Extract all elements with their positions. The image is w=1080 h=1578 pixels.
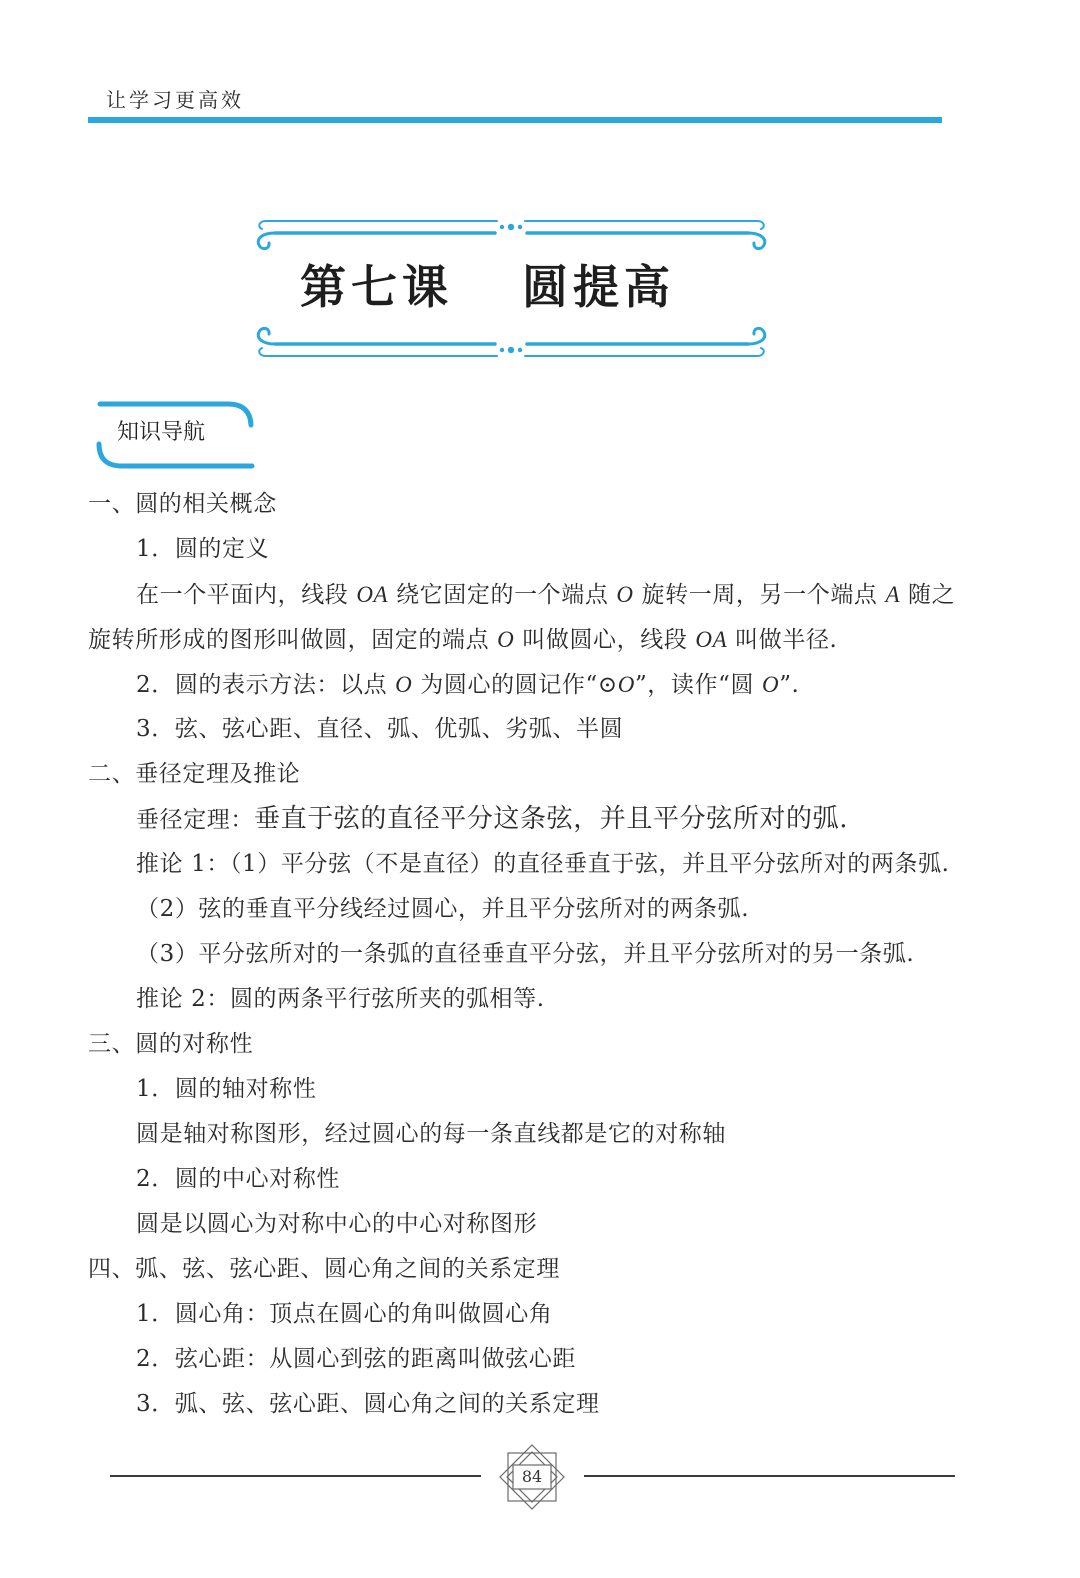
text-run: 旋转所形成的图形叫做圆，固定的端点 bbox=[88, 627, 498, 653]
lesson-number: 第七课 bbox=[300, 260, 453, 314]
ornament-left-curl bbox=[258, 233, 275, 249]
header-slogan: 让学习更高效 bbox=[106, 88, 244, 112]
text-run: 绕它固定的一个端点 bbox=[388, 582, 617, 608]
theorem-label: 垂径定理： bbox=[136, 807, 254, 833]
text-run: 2．圆的表示方法：以点 bbox=[136, 672, 396, 698]
ornament-left-hook bbox=[259, 221, 266, 229]
title-ornament-top bbox=[258, 221, 765, 249]
item-title: 3．弦、弦心距、直径、弧、优弧、劣弧、半圆 bbox=[136, 716, 624, 742]
variable: OA bbox=[356, 582, 389, 607]
ornament-dot bbox=[508, 224, 514, 230]
item-text: 圆是以圆心为对称中心的中心对称图形 bbox=[136, 1211, 538, 1237]
title-ornament-bottom bbox=[258, 328, 765, 356]
text-run: 在一个平面内，线段 bbox=[136, 582, 357, 608]
corollary-line: （3）平分弦所对的一条弧的直径垂直平分弦，并且平分弦所对的另一条弧. bbox=[136, 941, 915, 967]
corollary-line: 推论 2：圆的两条平行弦所夹的弧相等. bbox=[136, 986, 545, 1012]
corollary-line: 推论 1：（1）平分弦（不是直径）的直径垂直于弦，并且平分弦所对的两条弧. bbox=[136, 851, 950, 877]
text-run: 随之 bbox=[900, 582, 956, 608]
part-heading: 三、圆的对称性 bbox=[88, 1031, 254, 1057]
corollary-line: （2）弦的垂直平分线经过圆心，并且平分弦所对的两条弧. bbox=[136, 896, 750, 922]
section-tag-bracket-bottom bbox=[99, 444, 252, 466]
item-title: 3．弧、弦、弦心距、圆心角之间的关系定理 bbox=[136, 1391, 600, 1417]
part-heading: 二、垂径定理及推论 bbox=[88, 761, 301, 787]
part-heading: 一、圆的相关概念 bbox=[88, 491, 277, 517]
theorem-line bbox=[0, 797, 1080, 842]
ornament-dot bbox=[518, 225, 522, 229]
variable: O bbox=[761, 672, 780, 697]
page-number: 84 bbox=[521, 1467, 543, 1486]
text-run: 旋转一周，另一个端点 bbox=[633, 582, 886, 608]
variable: O bbox=[617, 672, 635, 697]
text-run: ”，读作“圆 bbox=[634, 672, 762, 698]
item-title: 1．圆心角：顶点在圆心的角叫做圆心角 bbox=[136, 1301, 553, 1327]
header-rule bbox=[88, 117, 942, 123]
definition-line bbox=[0, 617, 1080, 662]
ornament-right-curl bbox=[748, 233, 765, 249]
knowledge-content bbox=[0, 482, 1080, 1427]
ornament-right-hook bbox=[757, 221, 764, 229]
notation-line bbox=[0, 662, 1080, 707]
part-heading: 四、弧、弦、弦心距、圆心角之间的关系定理 bbox=[88, 1256, 560, 1282]
item-title: 1．圆的轴对称性 bbox=[136, 1076, 317, 1102]
text-run: 为圆心的圆记作“⊙ bbox=[412, 672, 618, 698]
variable: O bbox=[616, 582, 634, 607]
variable: OA bbox=[695, 627, 728, 652]
item-title: 1．圆的定义 bbox=[136, 536, 270, 562]
ornament-dot bbox=[500, 225, 504, 229]
variable: O bbox=[497, 627, 515, 652]
text-run: 叫做半径. bbox=[727, 627, 838, 653]
item-text: 圆是轴对称图形，经过圆心的每一条直线都是它的对称轴 bbox=[136, 1121, 726, 1147]
item-title: 2．弦心距：从圆心到弦的距离叫做弦心距 bbox=[136, 1346, 577, 1372]
text-run: 叫做圆心，线段 bbox=[514, 627, 696, 653]
lesson-title: 圆提高 bbox=[522, 260, 675, 314]
definition-line bbox=[0, 572, 1080, 617]
variable: A bbox=[885, 582, 901, 607]
text-run: ”. bbox=[779, 672, 800, 698]
item-title: 2．圆的中心对称性 bbox=[136, 1166, 341, 1192]
theorem-statement: 垂直于弦的直径平分这条弦，并且平分弦所对的弧. bbox=[254, 804, 849, 834]
section-tag: 知识导航 bbox=[117, 420, 206, 445]
variable: O bbox=[395, 672, 413, 697]
